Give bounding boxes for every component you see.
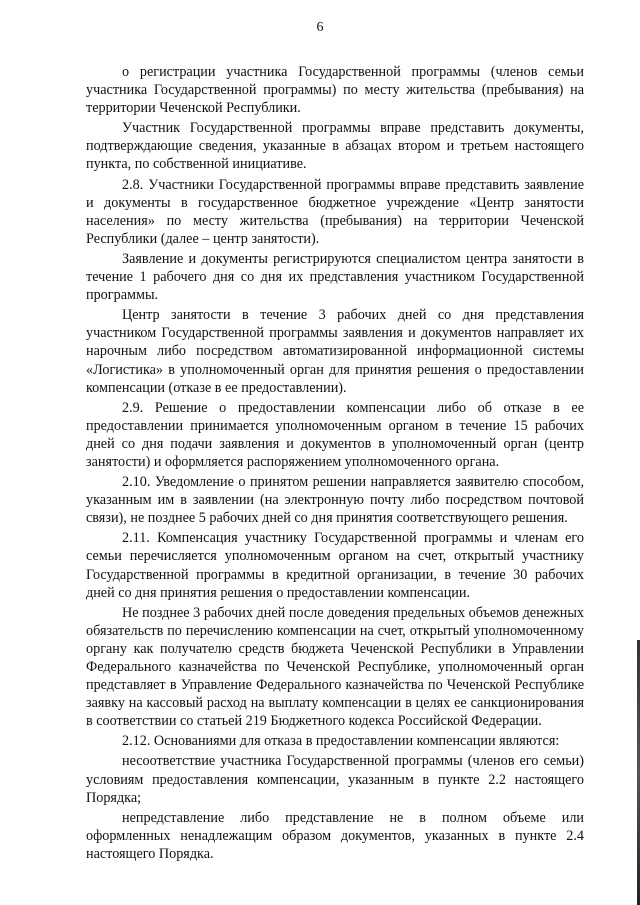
paragraph-own-initiative: Участник Государственной программы вправе представить документы, подтверждающие сведения, указанные в абзацах втором и третьем настоящего пункта, по собственной инициативе. bbox=[86, 120, 584, 173]
paragraph-2-12: 2.12. Основаниями для отказа в предоставлении компенсации являются: bbox=[122, 733, 560, 750]
paragraph-refusal-reason-1: несоответствие участника Государственной программы (членов его семьи) условиям предоставления компенсации, указанным в пункте 2.2 настоящего Порядка; bbox=[86, 753, 584, 806]
paragraph-2-8: 2.8. Участники Государственной программы вправе представить заявление и документы в государственное бюджетное учреждение «Центр занятости населения» по месту жительства (пребывания) на территории Чеченской Республики (далее – центр занятости). bbox=[86, 176, 584, 247]
paragraph-registration: о регистрации участника Государственной программы (членов семьи участника Государственной программы) по месту жительства (пребывания) на территории Чеченской Республики. bbox=[86, 64, 584, 117]
paragraph-2-9: 2.9. Решение о предоставлении компенсации либо об отказе в ее предоставлении принимается уполномоченным органом в течение 15 рабочих дней со дня подачи заявления и документов в уполномоченный орган (центр занятости) и оформляется распоряжением уполномоченного органа. bbox=[86, 399, 584, 470]
paragraph-treasury: Не позднее 3 рабочих дней после доведения предельных объемов денежных обязательств по перечислению компенсации на счет, открытый уполномоченному органу как получателю средств бюджета Чеченской Республики в Управлении Федерального казначейства по Чеченской Республике, уполномоченный орган представляет в Управление Федерального казначейства по Чеченской Республике заявку на кассовый расход на выплату компенсации в целях ее санкционирования в соответствии со статьей 219 Бюджетного кодекса Российской Федерации. bbox=[86, 604, 584, 730]
paragraph-2-11: 2.11. Компенсация участнику Государственной программы и членам его семьи перечисляется уполномоченным органом на счет, открытый участнику Государственной программы в кредитной организации, в течение 30 рабочих дней со дня принятия решения о предоставлении компенсации. bbox=[86, 530, 584, 601]
paragraph-registration-term: Заявление и документы регистрируются специалистом центра занятости в течение 1 рабочего дня со дня их представления участником Государственной программы. bbox=[86, 250, 584, 304]
paragraph-employment-center: Центр занятости в течение 3 рабочих дней со дня представления участником Государственной программы заявления и документов направляет их нарочным либо посредством автоматизированной информационной системы «Логистика» в уполномоченный орган для принятия решения о предоставлении компенсации (отказе в ее предоставлении). bbox=[86, 307, 584, 396]
document-body bbox=[86, 63, 584, 865]
page-number: 6 bbox=[316, 20, 324, 35]
paragraph-2-10: 2.10. Уведомление о принятом решении направляется заявителю способом, указанным им в заявлении (на электронную почту либо посредством почтовой связи), не позднее 5 рабочих дней со дня принятия соответствующего решения. bbox=[86, 474, 584, 527]
paragraph-refusal-reason-2: непредставление либо представление не в полном объеме или оформленных ненадлежащим образом документов, указанных в пункте 2.4 настоящего Порядка. bbox=[86, 809, 584, 862]
